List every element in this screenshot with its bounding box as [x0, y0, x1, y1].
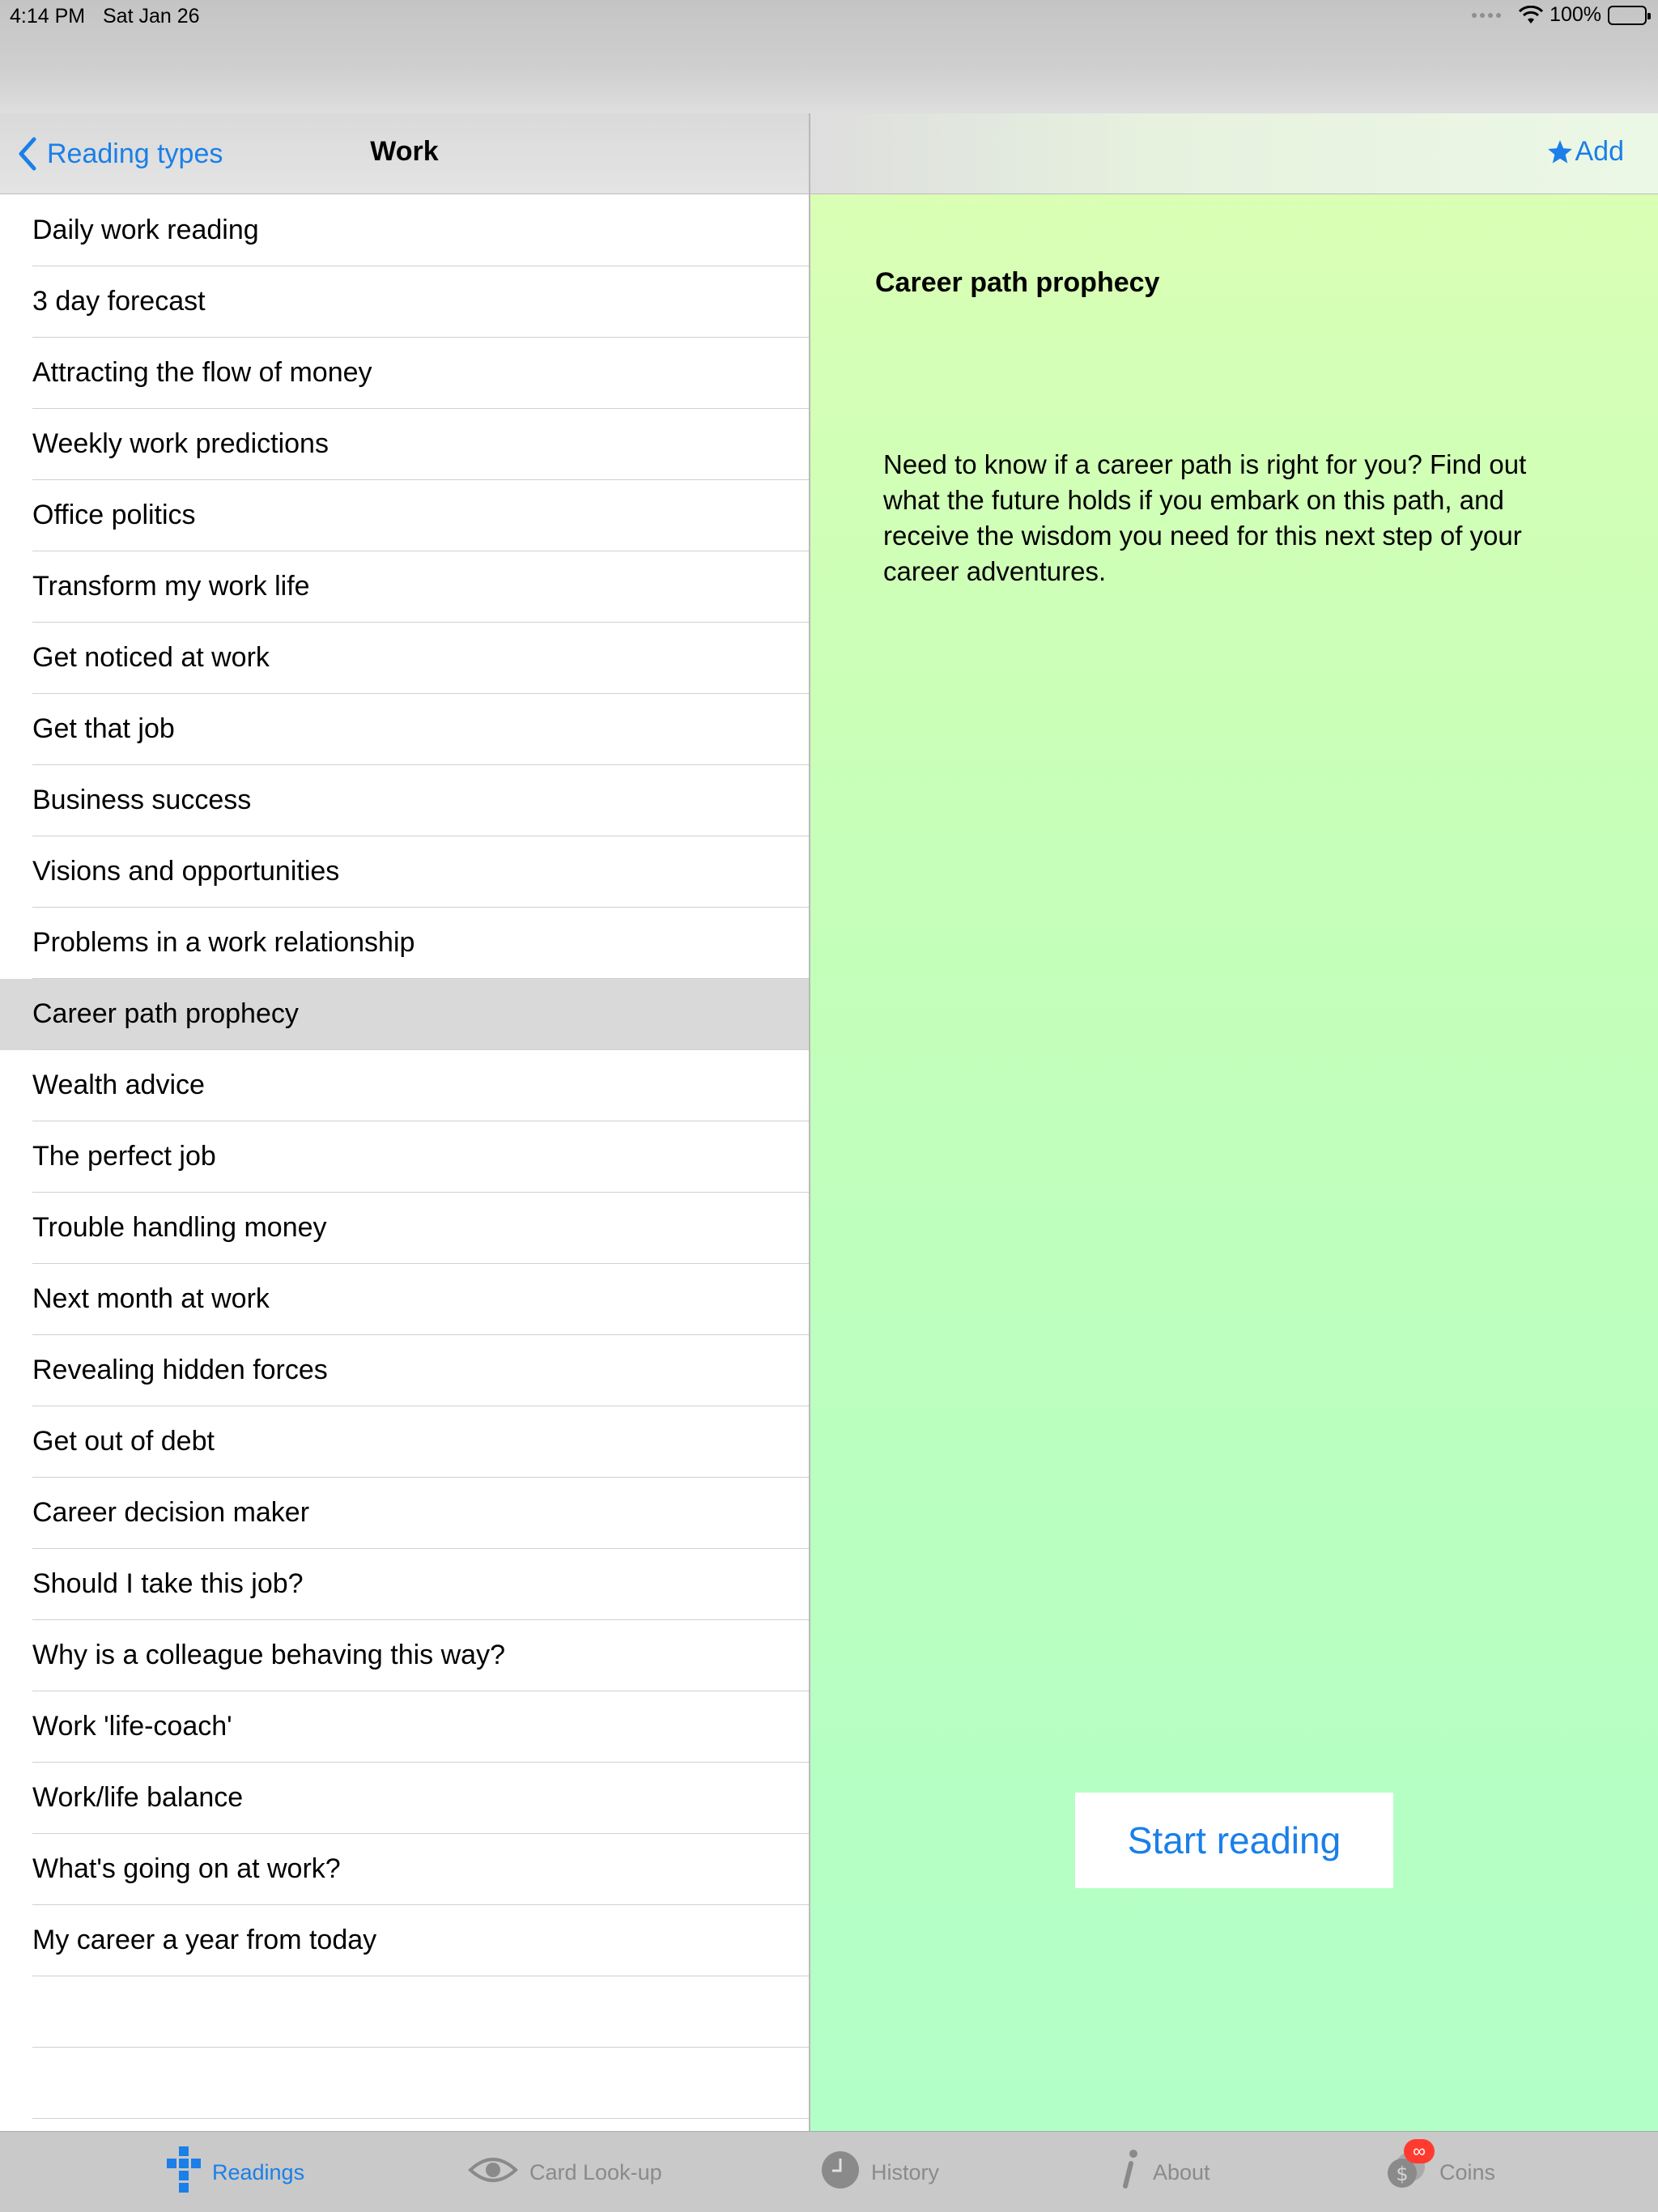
list-item[interactable] — [0, 551, 809, 623]
clock-icon — [821, 2150, 860, 2195]
reading-type-list — [0, 195, 809, 2119]
list-item[interactable] — [0, 1549, 809, 1620]
list-item[interactable] — [0, 1050, 809, 1121]
list-item-label: Next month at work — [32, 1283, 270, 1314]
list-item[interactable] — [0, 836, 809, 908]
wifi-icon — [1519, 6, 1543, 25]
status-right-group — [1472, 3, 1647, 27]
tab-coins-label: Coins — [1439, 2159, 1496, 2184]
list-item-label: Daily work reading — [32, 215, 259, 245]
list-item[interactable] — [0, 694, 809, 765]
tab-history-label: History — [871, 2159, 940, 2184]
list-item-label: What's going on at work? — [32, 1853, 341, 1884]
list-item-label: Attracting the flow of money — [32, 357, 372, 388]
list-item[interactable] — [0, 979, 809, 1050]
master-navigation-bar — [0, 113, 809, 194]
list-item[interactable] — [0, 1121, 809, 1193]
list-item[interactable] — [0, 1905, 809, 1976]
tab-card-lookup[interactable] — [468, 2132, 662, 2212]
detail-description: Need to know if a career path is right for you? Find out what the future holds if you embark on this path, and receive the wisdom you need for this next step of your career adventures. — [883, 449, 1527, 586]
list-item[interactable] — [0, 266, 809, 338]
list-item[interactable] — [0, 1763, 809, 1834]
tab-about-label: About — [1153, 2159, 1210, 2184]
list-item-label: Trouble handling money — [32, 1212, 327, 1243]
star-icon — [1546, 138, 1574, 166]
tab-coins[interactable] — [1384, 2132, 1495, 2212]
list-item[interactable] — [0, 1478, 809, 1549]
master-title — [0, 136, 809, 168]
list-item[interactable] — [0, 338, 809, 409]
back-button-label: Reading types — [47, 138, 223, 169]
list-item-label: Revealing hidden forces — [32, 1355, 328, 1385]
list-item-label: Career decision maker — [32, 1497, 310, 1528]
list-item-label: Visions and opportunities — [32, 856, 340, 887]
list-item-label: 3 day forecast — [32, 286, 206, 317]
list-item-label: Work/life balance — [32, 1782, 244, 1813]
list-item-label: Office politics — [32, 500, 196, 530]
readings-grid-icon — [167, 2146, 201, 2199]
list-item[interactable] — [0, 480, 809, 551]
list-item[interactable] — [0, 409, 809, 480]
list-item-label: Work 'life-coach' — [32, 1711, 232, 1742]
list-item-label: Why is a colleague behaving this way? — [32, 1640, 505, 1670]
list-item[interactable] — [0, 1335, 809, 1406]
list-item[interactable] — [0, 1406, 809, 1478]
list-item — [0, 2048, 809, 2119]
list-item-label: Should I take this job? — [32, 1568, 304, 1599]
tab-about[interactable] — [1117, 2132, 1210, 2212]
list-item-label: Get noticed at work — [32, 642, 270, 673]
coins-icon — [1384, 2140, 1428, 2195]
list-item-label: Weekly work predictions — [32, 428, 329, 459]
list-item[interactable] — [0, 1691, 809, 1763]
list-item-label: Transform my work life — [32, 571, 310, 602]
cellular-signal-icon — [1472, 13, 1501, 18]
status-bar — [0, 0, 1658, 32]
tab-history[interactable] — [821, 2132, 939, 2212]
battery-icon — [1608, 6, 1647, 25]
status-date: Sat Jan 26 — [103, 5, 200, 28]
status-time: 4:14 PM — [10, 5, 86, 28]
list-item[interactable] — [0, 1264, 809, 1335]
tab-bar — [0, 2131, 1658, 2212]
start-reading-label: Start reading — [1127, 1819, 1341, 1861]
list-item-label: The perfect job — [32, 1141, 216, 1172]
add-button-label: Add — [1575, 136, 1624, 167]
list-item-label: Get out of debt — [32, 1426, 215, 1457]
list-item-label: Get that job — [32, 713, 175, 744]
list-item[interactable] — [0, 908, 809, 979]
tab-readings-label: Readings — [212, 2159, 305, 2184]
list-item-label: Problems in a work relationship — [32, 927, 415, 958]
list-item — [0, 1976, 809, 2048]
coins-badge: ∞ — [1404, 2139, 1435, 2163]
svg-text:$: $ — [1396, 2162, 1409, 2185]
battery-percent: 100% — [1550, 3, 1601, 26]
list-item[interactable] — [0, 1834, 809, 1905]
start-reading-button[interactable] — [1075, 1793, 1393, 1888]
info-icon — [1117, 2149, 1141, 2197]
list-item-label: Career path prophecy — [32, 998, 299, 1029]
tab-readings[interactable] — [167, 2132, 304, 2212]
list-item-label: Business success — [32, 785, 252, 815]
list-item[interactable] — [0, 1620, 809, 1691]
detail-title: Career path prophecy — [875, 267, 1160, 298]
tab-card-lookup-label: Card Look-up — [529, 2159, 662, 2184]
list-item[interactable] — [0, 765, 809, 836]
list-item[interactable] — [0, 623, 809, 694]
list-item-label: Wealth advice — [32, 1070, 205, 1100]
list-item[interactable] — [0, 1193, 809, 1264]
master-title-text: Work — [370, 136, 439, 167]
list-item-label: My career a year from today — [32, 1925, 377, 1955]
detail-navigation-bar — [810, 113, 1658, 194]
add-favorite-button[interactable] — [1546, 136, 1625, 168]
list-item[interactable] — [0, 195, 809, 266]
eye-icon — [468, 2155, 518, 2190]
